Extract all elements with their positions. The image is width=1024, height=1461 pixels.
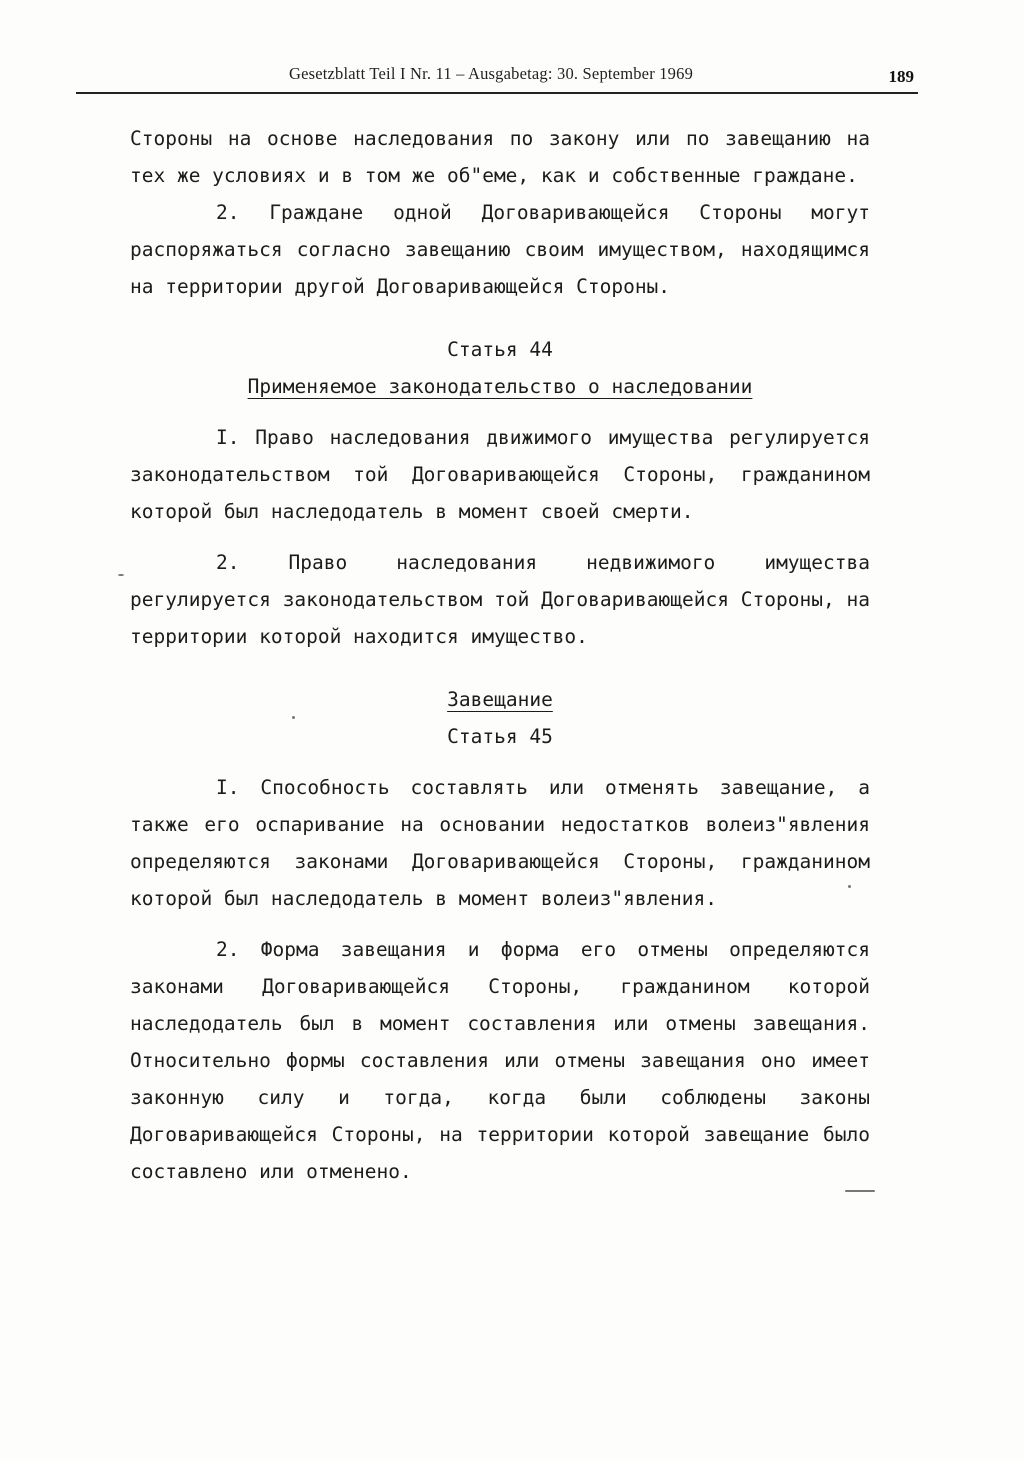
article-44-paragraph-2: 2. Право наследования недвижимого имущества регулируется законодательством той Договаривающейся Стороны, на территории которой находится имущество.: [130, 551, 870, 648]
scan-speck: [118, 574, 124, 576]
document-body: [130, 120, 870, 1190]
publication-title: Gesetzblatt Teil I Nr. 11 – Ausgabetag: 30. September 1969: [288, 64, 694, 83]
article-45-heading: Статья 45: [447, 725, 553, 748]
page-number: 189: [888, 67, 914, 86]
article-44-subheading: Применяемое законодательство о наследовании: [247, 375, 753, 398]
article-44-heading: Статья 44: [447, 338, 553, 361]
page-header: [76, 60, 918, 94]
scan-speck: [845, 1190, 875, 1192]
section-title-testament: Завещание: [447, 688, 553, 711]
scan-speck: [848, 885, 851, 888]
article-45-paragraph-1: I. Способность составлять или отменять завещание, а также его оспаривание на основании недостатков волеиз"явления определяются законами Договаривающейся Стороны, гражданином которой был наследодатель в момент волеиз"явления.: [130, 776, 870, 910]
article-44-paragraph-1: I. Право наследования движимого имущества регулируется законодательством той Договаривающейся Стороны, гражданином которой был наследодатель в момент своей смерти.: [130, 426, 870, 523]
paragraph-intro-2: 2. Граждане одной Договаривающейся Стороны могут распоряжаться согласно завещанию своим имуществом, находящимся на территории другой Договаривающейся Стороны.: [130, 201, 870, 298]
paragraph-continuation: Стороны на основе наследования по закону или по завещанию на тех же условиях и в том же об"еме, как и собственные граждане.: [130, 127, 870, 187]
article-45-paragraph-2: 2. Форма завещания и форма его отмены определяются законами Договаривающейся Стороны, гражданином которой наследодатель был в момент составления или отмены завещания. Относительно формы составления или отмены завещания оно имеет законную силу и тогда, когда были соблюдены законы Договаривающейся Стороны, на территории которой завещание было составлено или отменено.: [130, 938, 870, 1183]
scan-speck: [292, 716, 295, 719]
